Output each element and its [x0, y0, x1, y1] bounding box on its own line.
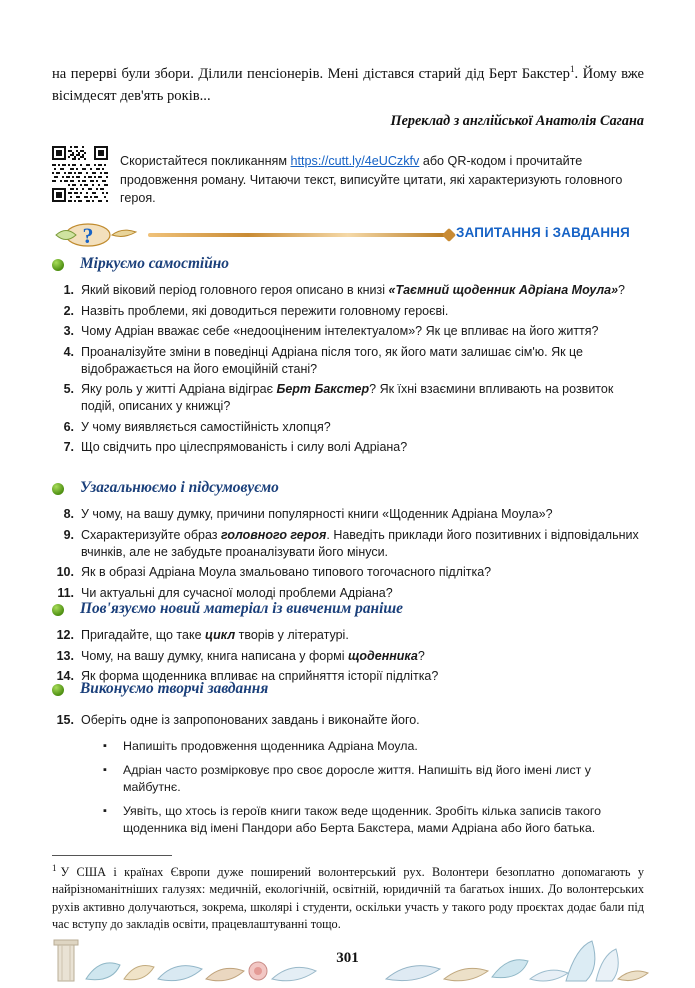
question-item: [52, 381, 644, 415]
qr-instruction-text: [120, 152, 642, 208]
footnote-divider: [52, 855, 172, 856]
question-text: Як в образі Адріана Моула змальовано типового тогочасного підлітка?: [81, 565, 492, 579]
question-item: [52, 527, 644, 561]
qr-text-before: Скористайтеся покликанням: [120, 154, 291, 168]
footnote-text: У США і країнах Європи дуже поширений волонтерський рух. Волонтери безоплатно допомагають у найрізноманітніших галузях: медичній, екологічній, освітній, юридичній та багатьох інших. До волонтерських рухів активно долучаються, зокрема, школярі і студенти, оскільки участь у такого роду проєктах додає бали під час вступу до закладів освіти, працевлаштуванні тощо.: [52, 865, 644, 931]
task-text: Адріан часто розмірковує про своє доросле життя. Напишіть від його імені лист у майбутнє.: [123, 763, 591, 795]
svg-text:?: ?: [82, 223, 94, 248]
question-number: 9.: [63, 527, 74, 542]
translator-credit: Переклад з англійської Анатолія Сагана: [390, 113, 644, 129]
task-text: Уявіть, що хтось із героїв книги також веде щоденник. Зробіть кілька записів такого щоденника від імені Пандори або Берта Бакстера, мами Адріана або його батька.: [123, 804, 601, 836]
questions-section-title: ЗАПИТАННЯ і ЗАВДАННЯ: [456, 225, 630, 240]
question-item: [52, 303, 644, 320]
question-text: Пригадайте, що таке цикл творів у літературі.: [81, 628, 349, 642]
green-bullet-icon: [52, 483, 64, 495]
question-item: [52, 323, 644, 340]
question-text: Схарактеризуйте образ головного героя. Наведіть приклади його позитивних і відповідальних вчинків, але не забудьте проаналізувати його мінуси.: [81, 527, 639, 559]
task-item: [103, 803, 643, 837]
footnote-marker: 1: [52, 863, 57, 873]
question-number: 15.: [56, 713, 74, 727]
question-number: 8.: [63, 507, 74, 521]
page-number: 301: [336, 950, 359, 966]
question-text: У чому виявляється самостійність хлопця?: [81, 419, 331, 434]
question-item: [52, 712, 644, 729]
footnote-reference: 1: [569, 64, 575, 75]
green-bullet-icon: [52, 259, 64, 271]
question-item: [52, 585, 644, 602]
question-number: 2.: [63, 303, 74, 318]
question-text: Проаналізуйте зміни в поведінці Адріана після того, як його мати залишає сім'ю. Як це відображається на його емоційній стані?: [81, 344, 584, 376]
question-text: Чому, на вашу думку, книга написана у формі щоденника?: [81, 648, 425, 663]
question-item: [52, 282, 644, 299]
question-number: 5.: [63, 382, 74, 396]
subsection-heading-2: [80, 479, 279, 497]
task-item: [103, 762, 643, 796]
square-bullet-icon: ▪: [103, 805, 107, 818]
question-item: [52, 419, 644, 436]
square-bullet-icon: ▪: [103, 764, 107, 777]
subsection-label: Міркуємо самостійно: [80, 255, 230, 272]
questions-section-header: [52, 218, 644, 252]
green-bullet-icon: [52, 604, 64, 616]
question-number: 1.: [63, 283, 74, 297]
page-footer: [0, 921, 695, 983]
question-text: Який віковий період головного героя описано в книзі «Таємний щоденник Адріана Моула»?: [81, 283, 625, 297]
excerpt-paragraph: [52, 63, 644, 107]
subsection-label: Виконуємо творчі завдання: [80, 680, 269, 697]
question-group-2: [52, 506, 644, 605]
question-item: [52, 648, 644, 665]
question-text: Назвіть проблеми, які доводиться пережити головному героєві.: [81, 303, 449, 318]
creative-tasks-list: [103, 738, 643, 845]
excerpt-text: на перерві були збори. Ділили пенсіонерів. Мені дістався старий дід Берт Бакстер: [52, 66, 570, 82]
question-text: Що свідчить про цілеспрямованість і силу волі Адріана?: [81, 440, 408, 454]
question-text: Оберіть одне із запропонованих завдань і виконайте його.: [81, 713, 420, 727]
question-number: 10.: [56, 565, 74, 579]
subsection-label: Узагальнюємо і підсумовуємо: [80, 479, 279, 496]
question-number: 7.: [63, 440, 74, 454]
question-text: Як форма щоденника впливає на сприйняття історії підлітка?: [81, 669, 439, 683]
task-item: [103, 738, 643, 755]
question-item: [52, 439, 644, 456]
question-number: 12.: [56, 628, 74, 642]
question-text: Чи актуальні для сучасної молоді проблеми Адріана?: [81, 585, 393, 600]
task-text: Напишіть продовження щоденника Адріана Моула.: [123, 739, 418, 753]
subsection-heading-4: [80, 680, 268, 698]
question-number: 11.: [57, 585, 74, 600]
question-number: 4.: [63, 344, 74, 359]
question-text: Чому Адріан вважає себе «недооціненим інтелектуалом»? Як це впливає на його життя?: [81, 324, 599, 338]
qr-code-icon: [52, 146, 108, 202]
question-number: 13.: [56, 648, 74, 663]
question-mark-ornament-icon: [52, 218, 144, 252]
subsection-label: Пов'язуємо новий матеріал із вивченим раніше: [80, 600, 403, 617]
question-number: 14.: [56, 669, 74, 683]
green-bullet-icon: [52, 684, 64, 696]
question-item: [52, 627, 644, 644]
header-rule: [148, 233, 448, 237]
question-item: [52, 506, 644, 523]
question-item: [52, 344, 644, 378]
subsection-heading-1: [80, 255, 229, 273]
subsection-heading-3: [80, 600, 403, 618]
question-item: [52, 564, 644, 581]
question-text: Яку роль у житті Адріана відіграє Берт Бакстер? Як їхні взаємини впливають на розвиток подій, описаних у книжці?: [81, 382, 614, 413]
question-number: 3.: [63, 324, 74, 338]
question-group-4: [52, 712, 644, 733]
square-bullet-icon: ▪: [103, 740, 107, 752]
excerpt-text-tail: . Йому вже вісімдесят дев'ять років...: [52, 66, 644, 105]
question-number: 6.: [63, 419, 74, 434]
question-group-1: [52, 282, 644, 460]
qr-link[interactable]: https://cutt.ly/4eUCzkfv: [290, 154, 420, 168]
question-text: У чому, на вашу думку, причини популярності книги «Щоденник Адріана Моула»?: [81, 507, 553, 521]
qr-text-after: або QR-кодом і прочитайте продовження роману. Читаючи текст, виписуйте цитати, які характеризують головного героя.: [120, 154, 623, 205]
